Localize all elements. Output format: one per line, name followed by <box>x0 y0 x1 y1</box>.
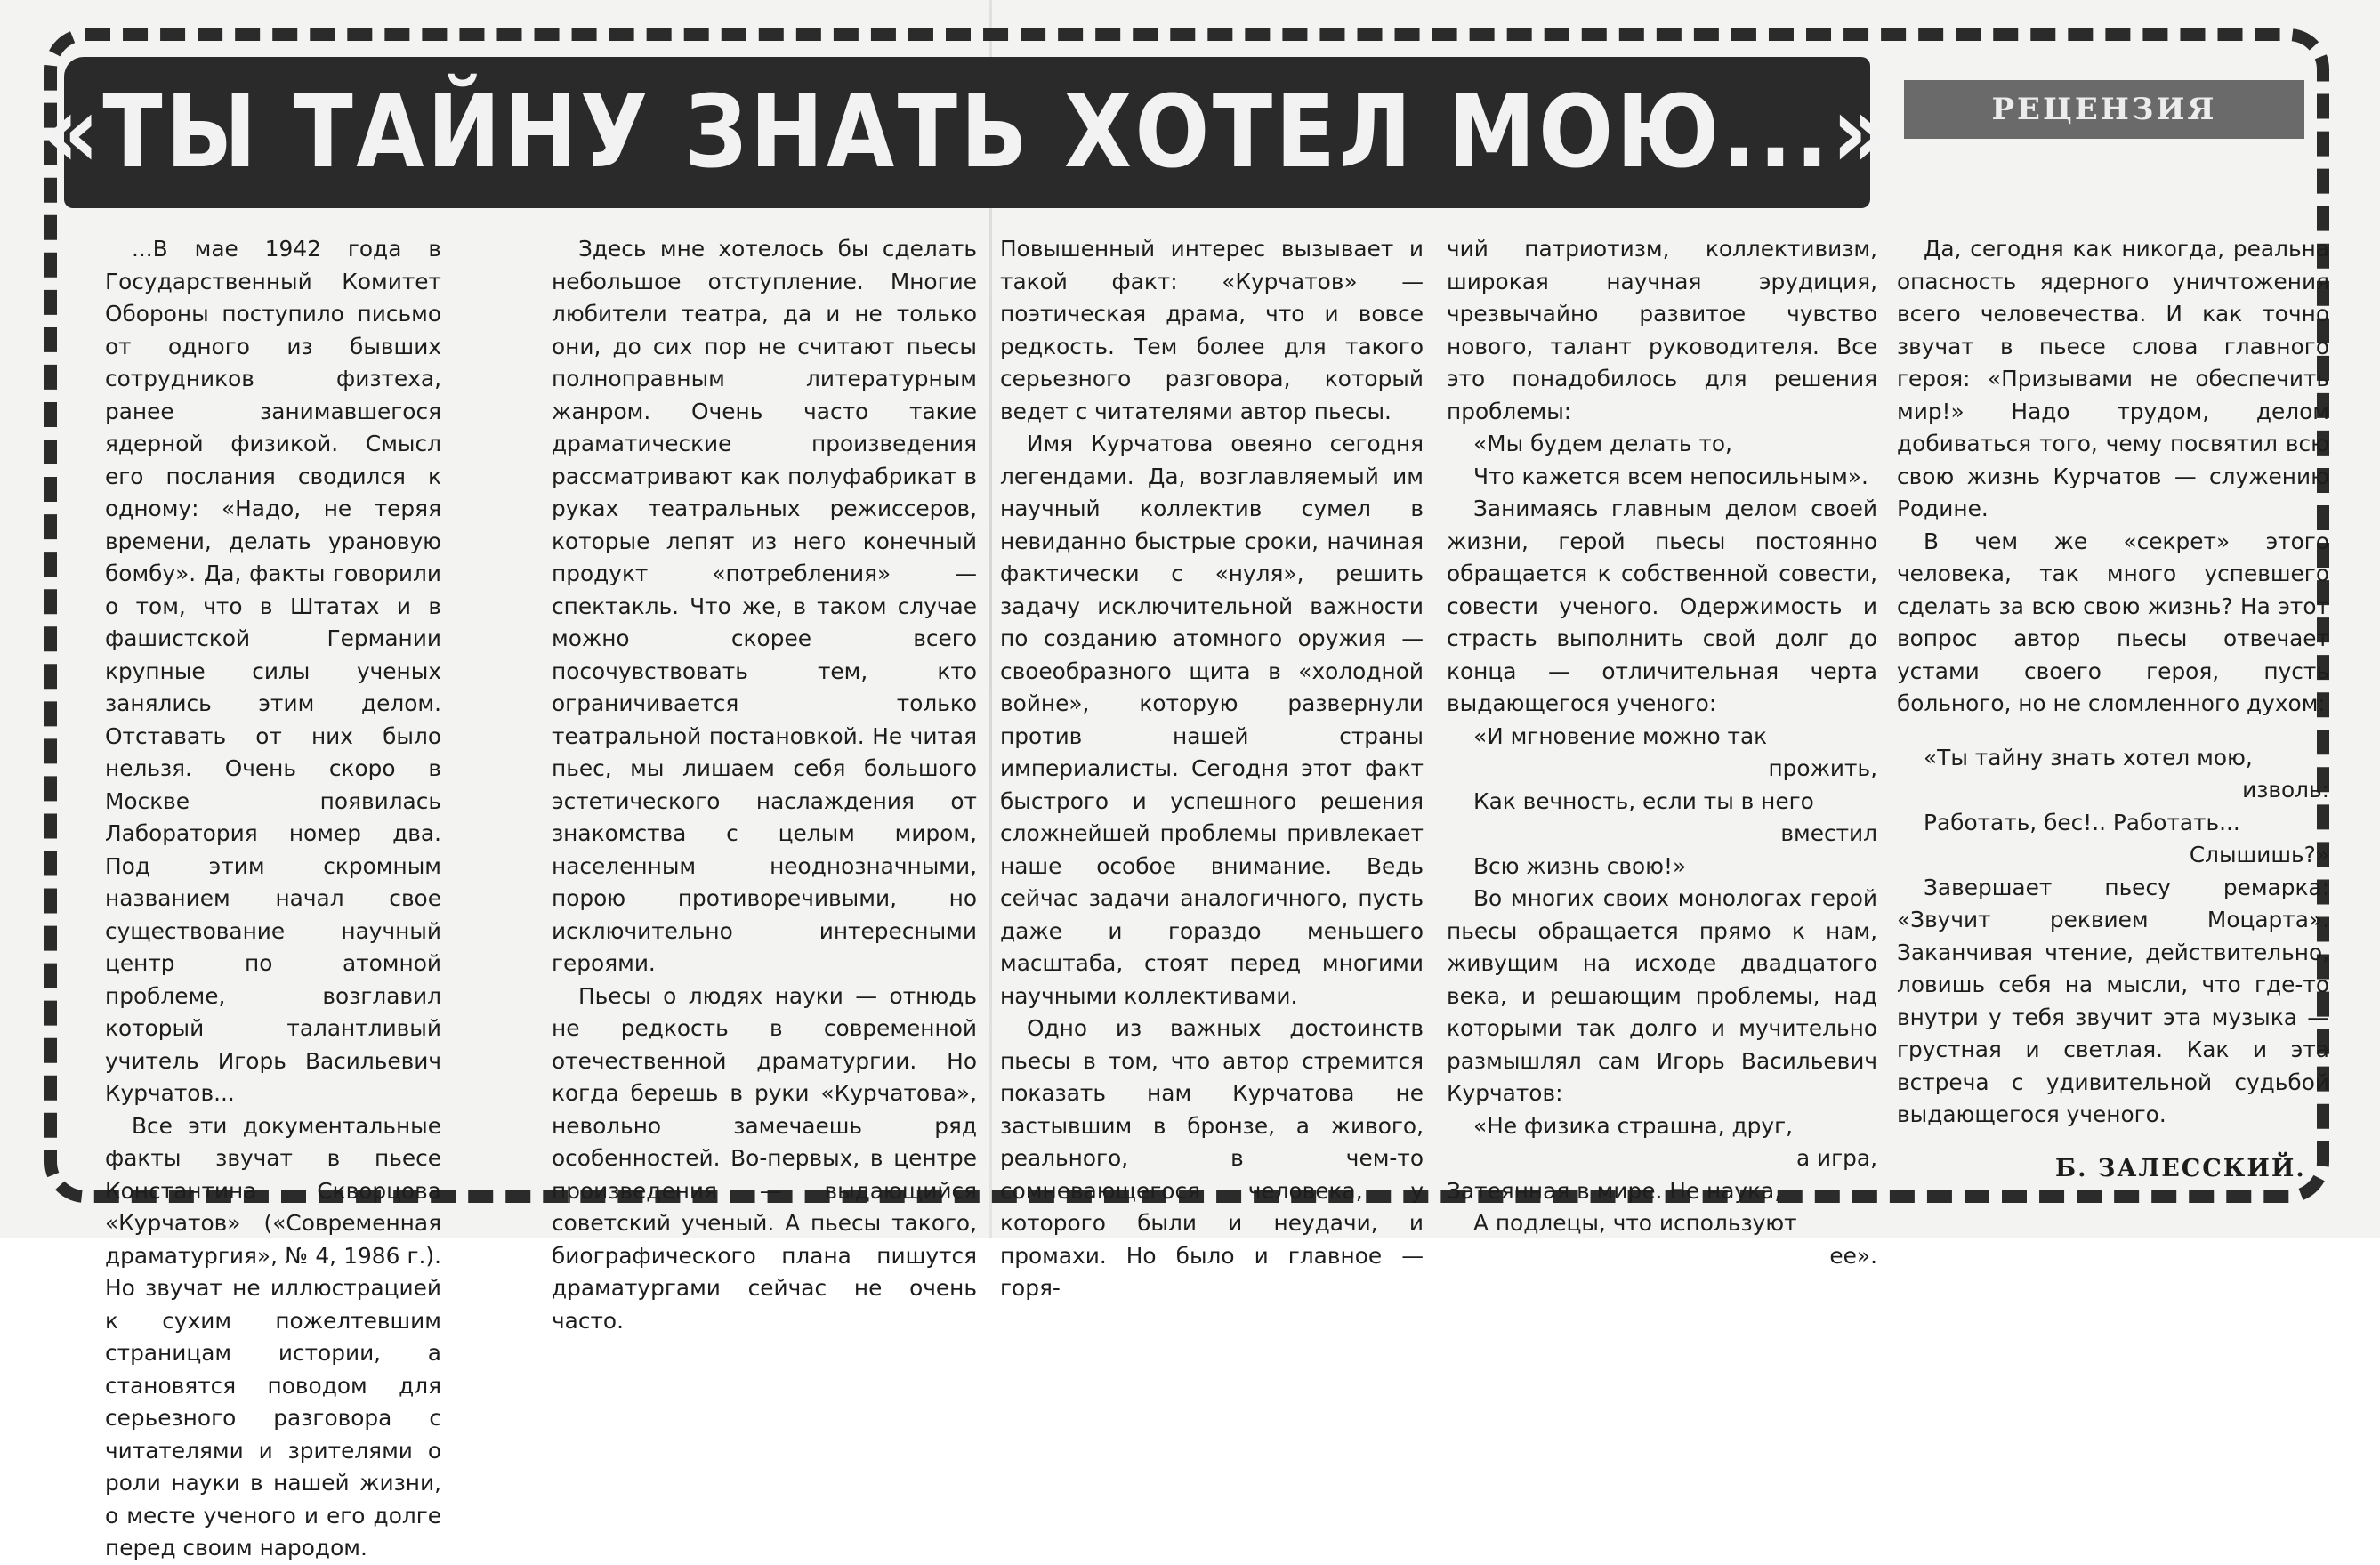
verse-line: прожить, <box>1768 755 1877 781</box>
verse-line: вместил <box>1780 820 1877 846</box>
verse-line: «Не физика страшна, друг, <box>1473 1112 1793 1139</box>
verse-line: изволь: <box>2242 777 2329 803</box>
verse-line: Работать, бес!.. Работать... <box>1924 809 2240 835</box>
paragraph: В чем же «секрет» этого человека, так много успевшего сделать за всю свою жизнь? На этот вопрос автор пьесы отвечает устами своего героя, пусть больного, но не сломленного духом: <box>1897 528 2329 716</box>
paragraph: ...В мае 1942 года в Государственный Комитет Обороны поступило письмо от одного из бывших сотрудников физтеха, ранее занимавшегося ядерной физикой. Смысл его послания сводился к одному: «Надо, не теряя времени, делать урановую бомбу». Да, факты говорили о том, что в Штатах и в фашистской Германии крупные силы ученых занялись этим делом. Отставать от них было нельзя. Очень скоро в Москве появилась Лаборатория номер два. Под этим скромным названием начал свое существование научный центр по атомной проблеме, возглавил который талантливый учитель Игорь Васильевич Курчатов... <box>105 236 441 1106</box>
paragraph: Одно из важных достоинств пьесы в том, что автор стремится показать нам Курчатова не застывшим в бронзе, а живого, реального, в чем-то сомневающегося человека, у которого были и неудачи, и промахи. Но было и главное — горя- <box>1000 1015 1424 1301</box>
rubric-label: РЕЦЕНЗИЯ <box>1991 92 2217 127</box>
article-column-2 <box>552 233 977 1337</box>
verse-line: «Мы будем делать то, <box>1473 431 1732 456</box>
article-column-5 <box>1897 233 2329 1132</box>
verse-line: Слышишь?» <box>2189 842 2329 867</box>
verse-line: Затеянная в мире. Не наука, <box>1447 1177 1782 1204</box>
paragraph: чий патриотизм, коллективизм, широкая научная эрудиция, чрезвычайно развитое чувство нового, талант руководителя. Все это понадобилось для решения проблемы: <box>1447 236 1877 424</box>
headline-title: «ТЫ ТАЙНУ ЗНАТЬ ХОТЕЛ МОЮ...» <box>43 75 1892 190</box>
paragraph: Во многих своих монологах герой пьесы обращается прямо к нам, живущим на исходе двадцатого века, и решающим проблемы, над которыми так долго и мучительно размышлял сам Игорь Васильевич Курчатов: <box>1447 885 1877 1106</box>
verse-line: ее». <box>1829 1242 1877 1269</box>
article-column-1 <box>105 233 441 1565</box>
verse-line: «Ты тайну знать хотел мою, <box>1924 744 2253 770</box>
verse-line: А подлецы, что используют <box>1473 1210 1797 1236</box>
verse-line: Как вечность, если ты в него <box>1473 787 1814 814</box>
article-column-4 <box>1447 233 1877 1272</box>
paragraph: Занимаясь главным делом своей жизни, герой пьесы постоянно обращается к собственной совести, совести ученого. Одержимость и страсть выполнить свой долг до конца — отличительная черта выдающегося ученого: <box>1447 496 1877 716</box>
article-column-3 <box>1000 233 1424 1305</box>
paragraph: Имя Курчатова овеяно сегодня легендами. Да, возглавляемый им научный коллектив сумел в невиданно быстрые сроки, начиная фактически с «нуля», решить задачу исключительной важности по созданию атомного оружия — своеобразного щита в «холодной войне», которую развернули против нашей страны империалисты. Сегодня этот факт быстрого и успешного решения сложнейшей проблемы привлекает наше особое внимание. Ведь сейчас задачи аналогичного, пусть даже и гораздо меньшего масштаба, стоят перед многими научными коллективами. <box>1000 431 1424 1009</box>
paragraph: Повышенный интерес вызывает и такой факт: «Курчатов» — поэтическая драма, что и вовсе редкость. Тем более для такого серьезного разговора, который ведет с читателями автор пьесы. <box>1000 236 1424 424</box>
author-signature: Б. ЗАЛЕССКИЙ. <box>2055 1155 2306 1182</box>
paragraph: Все эти документальные факты звучат в пьесе Константина Скворцова «Курчатов» («Современная драматургия», № 4, 1986 г.). Но звучат не иллюстрацией к сухим пожелтевшим страницам истории, а становятся поводом для серьезного разговора с читателями и зрителями о роли науки в нашей жизни, о месте ученого и его долге перед своим народом. <box>105 1112 441 1561</box>
paragraph: Завершает пьесу ремарка: «Звучит реквием Моцарта». Заканчивая чтение, действительно, ловишь себя на мысли, что где-то внутри у тебя звучит эта музыка — грустная и светлая. Как и эта встреча с удивительной судьбой выдающегося ученого. <box>1897 874 2329 1127</box>
verse-line: Всю жизнь свою!» <box>1473 852 1687 879</box>
verse-line: Что кажется всем непосильным». <box>1473 463 1868 489</box>
paragraph: Да, сегодня как никогда, реальна опасность ядерного уничтожения всего человечества. И как точно звучат в пьесе слова главного героя: «Призывами не обеспечить мир!» Надо трудом, делом добиваться того, чему посвятил всю свою жизнь Курчатов — служению Родине. <box>1897 236 2329 521</box>
paragraph: Пьесы о людях науки — отнюдь не редкость в современной отечественной драматургии. Но когда берешь в руки «Курчатова», невольно замечаешь ряд особенностей. Во-первых, в центре произведения — выдающийся советский ученый. А пьесы такого, биографического плана пишутся драматургами сейчас не очень часто. <box>552 982 977 1334</box>
paragraph: Здесь мне хотелось бы сделать небольшое отступление. Многие любители театра, да и не только они, до сих пор не считают пьесы полноправным литературным жанром. Очень часто такие драматические произведения рассматривают как полуфабрикат в руках театральных режиссеров, которые лепят из него конечный продукт «потребления» — спектакль. Что же, в таком случае можно скорее всего посочувствовать тем, кто ограничивается только театральной постановкой. Не читая пьес, мы лишаем себя большого эстетического наслаждения от знакомства с целым миром, населенным неоднозначными, порою противоречивыми, но исключительно интересными героями. <box>552 236 977 976</box>
verse-line: «И мгновение можно так <box>1473 722 1768 749</box>
verse-line: а игра, <box>1795 1145 1877 1171</box>
